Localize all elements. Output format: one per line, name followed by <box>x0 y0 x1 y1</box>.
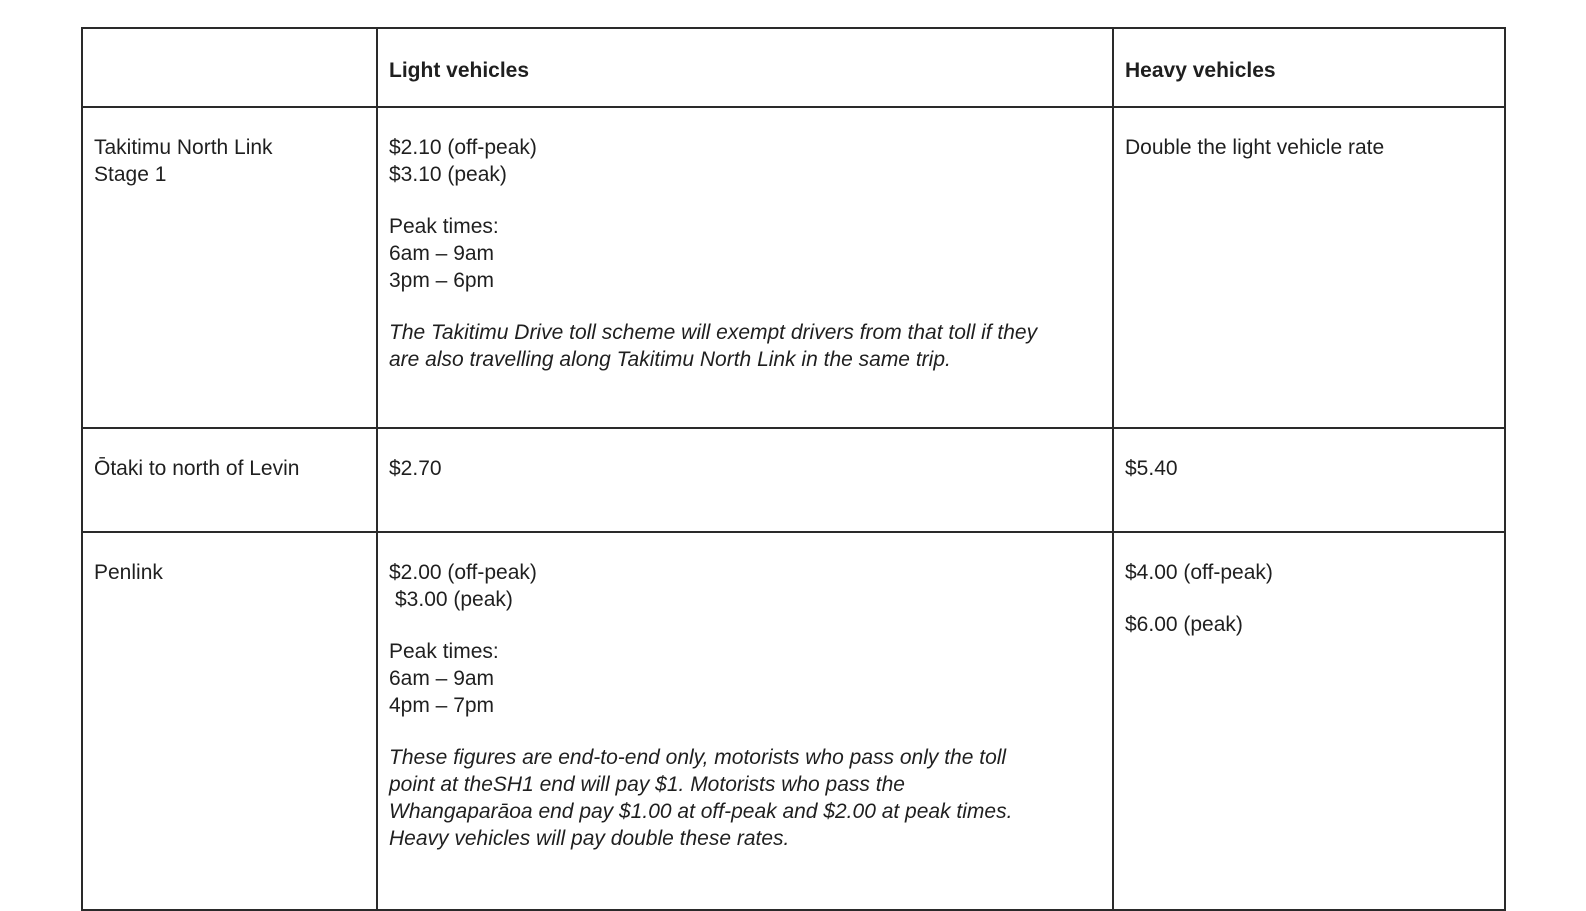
table-row-takitimu <box>82 107 1505 428</box>
note-line: Whangaparāoa end pay $1.00 at off-peak and $2.00 at peak times. <box>389 800 1013 823</box>
toll-note <box>389 319 1101 373</box>
note-line: point at theSH1 end will pay $1. Motorists who pass the <box>389 773 905 796</box>
row-label-line: Stage 1 <box>94 163 167 186</box>
note-line: These figures are end-to-end only, motorists who pass only the toll <box>389 746 1007 769</box>
penlink-light-cell <box>377 532 1113 910</box>
row-label-takitimu <box>82 107 377 428</box>
peak-rate: $3.10 (peak) <box>389 163 507 186</box>
header-empty-cell <box>82 28 377 107</box>
heavy-rate-text: Double the light vehicle rate <box>1125 136 1385 159</box>
row-label-penlink: Penlink <box>82 532 377 910</box>
note-line: The Takitimu Drive toll scheme will exempt drivers from that toll if they <box>389 321 1038 344</box>
otaki-light-cell: $2.70 <box>377 428 1113 532</box>
note-line: are also travelling along Takitimu North Link in the same trip. <box>389 348 951 371</box>
peak-rate: $3.00 (peak) <box>395 588 513 611</box>
peak-time: 6am – 9am <box>389 242 495 265</box>
penlink-heavy-cell <box>1113 532 1505 910</box>
offpeak-rate: $2.00 (off-peak) <box>389 561 537 584</box>
row-label-line: Takitimu North Link <box>94 136 273 159</box>
peak-time: 4pm – 7pm <box>389 694 495 717</box>
peak-time: 3pm – 6pm <box>389 269 495 292</box>
peak-rate: $6.00 (peak) <box>1125 613 1243 636</box>
table-row-penlink <box>82 532 1505 910</box>
peak-time: 6am – 9am <box>389 667 495 690</box>
offpeak-rate: $2.10 (off-peak) <box>389 136 537 159</box>
toll-rates-table <box>81 27 1506 911</box>
header-light-vehicles: Light vehicles <box>377 28 1113 107</box>
row-label-otaki: Ōtaki to north of Levin <box>82 428 377 532</box>
table-row-otaki <box>82 428 1505 532</box>
toll-note <box>389 744 1101 852</box>
note-line: Heavy vehicles will pay double these rates. <box>389 827 790 850</box>
takitimu-heavy-cell <box>1113 107 1505 428</box>
offpeak-rate: $4.00 (off-peak) <box>1125 561 1273 584</box>
takitimu-light-cell <box>377 107 1113 428</box>
peak-times-label: Peak times: <box>389 640 499 663</box>
table-header-row <box>82 28 1505 107</box>
peak-times-label: Peak times: <box>389 215 499 238</box>
header-heavy-vehicles: Heavy vehicles <box>1113 28 1505 107</box>
otaki-heavy-cell: $5.40 <box>1113 428 1505 532</box>
